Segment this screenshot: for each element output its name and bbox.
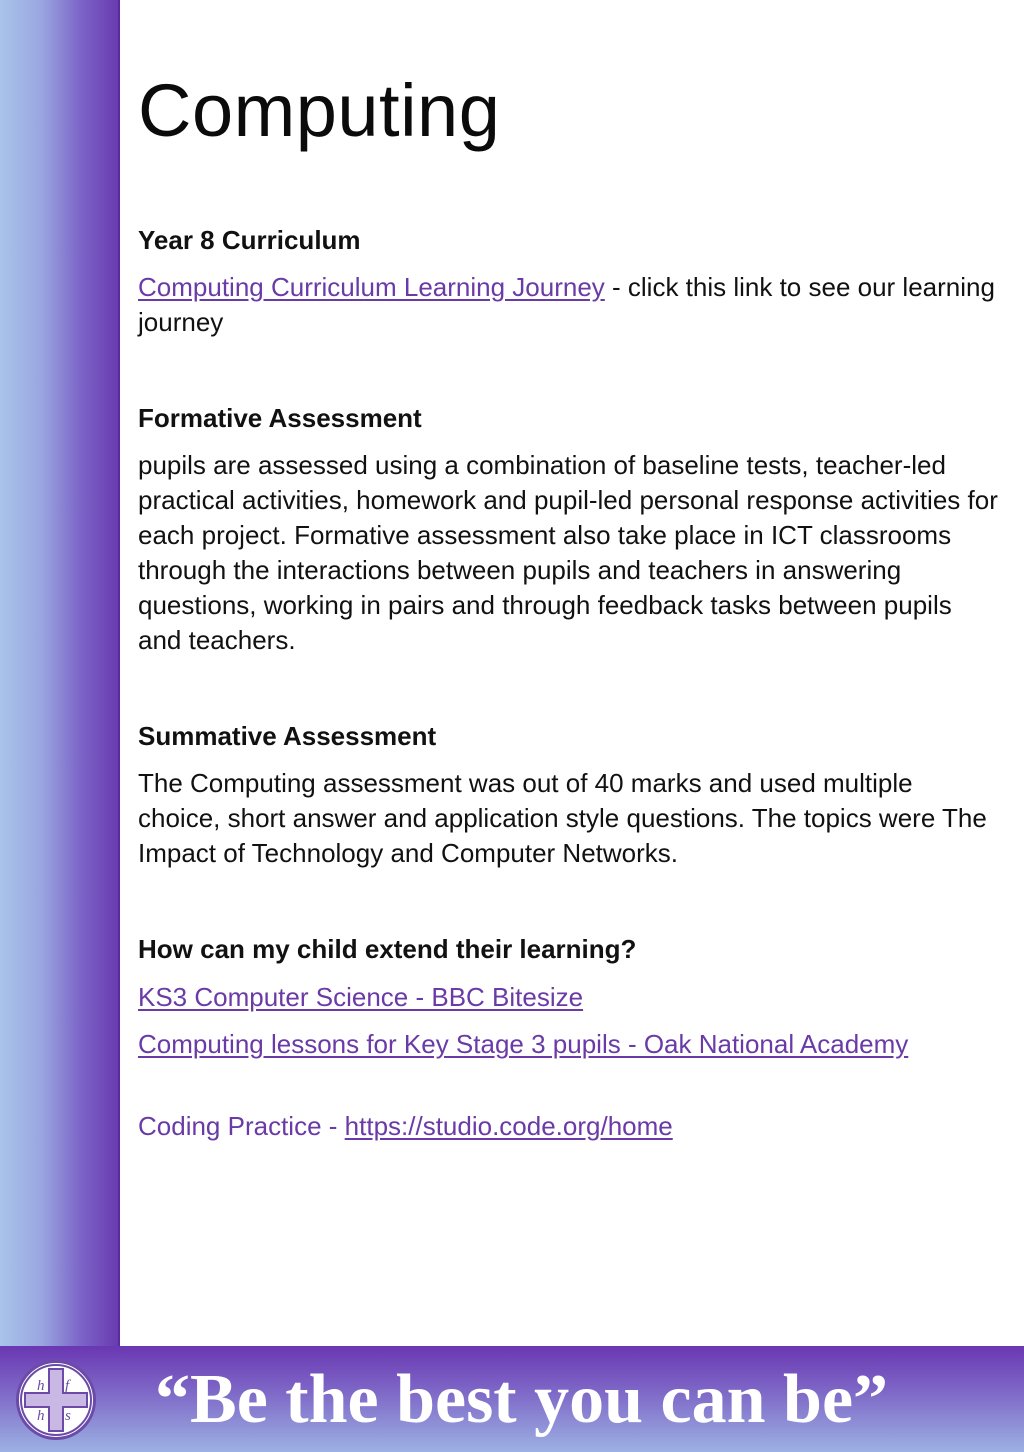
extend-heading: How can my child extend their learning? — [138, 934, 637, 964]
learning-journey-link[interactable]: Computing Curriculum Learning Journey — [138, 272, 605, 302]
formative-heading: Formative Assessment — [138, 403, 422, 433]
oak-academy-line — [138, 1027, 918, 1062]
bbc-bitesize-line — [138, 980, 998, 1015]
crest-letter-2: f — [65, 1378, 70, 1394]
crest-letter-3: h — [37, 1408, 45, 1424]
crest-letter-4: s — [65, 1408, 71, 1424]
footer-banner — [0, 1346, 1024, 1452]
curriculum-heading: Year 8 Curriculum — [138, 225, 361, 255]
page-title: Computing — [138, 69, 501, 152]
crest-cross-icon — [19, 1363, 93, 1437]
coding-practice-line — [138, 1109, 998, 1144]
curriculum-paragraph — [138, 270, 998, 340]
oak-academy-link[interactable]: Computing lessons for Key Stage 3 pupils - Oak National Academy — [138, 1029, 909, 1059]
coding-practice-label: Coding Practice - — [138, 1111, 345, 1141]
bbc-bitesize-link[interactable]: KS3 Computer Science - BBC Bitesize — [138, 982, 584, 1012]
learning-journey-description: - click this link to see our learning journey — [138, 272, 995, 337]
left-sidebar-decoration — [0, 0, 120, 1346]
code-org-link[interactable]: https://studio.code.org/home — [344, 1111, 673, 1141]
summative-heading: Summative Assessment — [138, 721, 437, 751]
formative-text: pupils are assessed using a combination of baseline tests, teacher-led practical activities, homework and pupil-led personal response activities for each project. Formative assessment also take place in ICT classrooms through the interactions between pupils and teachers in answering questions, working in pairs and through feedback tasks between pupils and teachers. — [138, 450, 998, 655]
crest-letter-1: h — [37, 1378, 45, 1394]
school-crest-icon — [16, 1360, 96, 1440]
summative-text: The Computing assessment was out of 40 marks and used multiple choice, short answer and application style questions. The topics were The Impact of Technology and Computer Networks. — [138, 768, 987, 868]
school-motto: “Be the best you can be” — [155, 1361, 889, 1438]
